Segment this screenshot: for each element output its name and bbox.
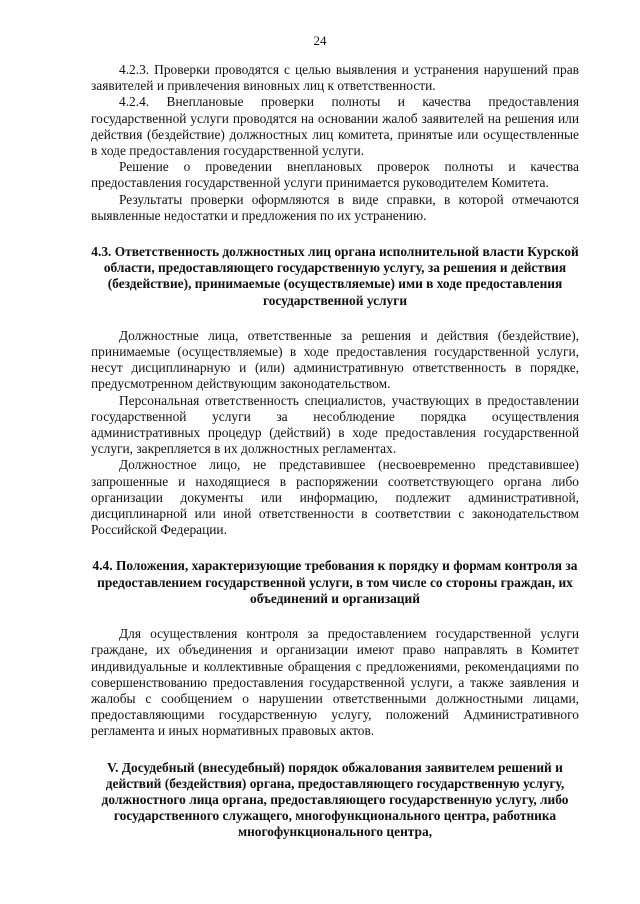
paragraph-4-2-4: 4.2.4. Внеплановые проверки полноты и качества предоставления государственной услуги проводятся на основании жалоб заявителей на решения или действия (бездействие) должностных лиц комитета, принятые или осуществленные в ходе предоставления государственной услуги. [91, 94, 579, 159]
section-4-4 [91, 558, 579, 739]
section-4-3 [91, 244, 579, 538]
paragraph-citizen-control: Для осуществления контроля за предоставлением государственной услуги граждане, их объединения и организации имеют право направлять в Комитет индивидуальные и коллективные обращения с предложениями, рекомендациями по совершенствованию предоставления государственной услуги, а также заявления и жалобы с сообщением о нарушении ответственными должностными лицами, предоставляющими государственную услугу, положений Административного регламента и иных нормативных правовых актов. [91, 626, 579, 739]
paragraph-results: Результаты проверки оформляются в виде справки, в которой отмечаются выявленные недостатки и предложения по их устранению. [91, 191, 579, 223]
section-heading-5: V. Досудебный (внесудебный) порядок обжалования заявителем решений и действий (бездействия) органа, предоставляющего государственную услугу, должностного лица органа, предоставляющего государственную услугу, либо государственного служащего, многофункционального центра, работника многофункционального центра, [101, 759, 569, 840]
section-heading-4-4: 4.4. Положения, характеризующие требования к порядку и формам контроля за предоставлением государственной услуги, в том числе со стороны граждан, их объединений и организаций [92, 558, 578, 606]
spacer [91, 607, 579, 626]
block-4-2-continued [91, 62, 579, 224]
spacer [91, 309, 579, 328]
paragraph-official-documents: Должностное лицо, не представившее (несвоевременно представившее) запрошенные и находящиеся в распоряжении соответствующего органа либо организации документы или информацию, подлежит административной, дисциплинарной или иной ответственности в соответствии с законодательством Российской Федерации. [91, 457, 579, 538]
paragraph-personal-responsibility: Персональная ответственность специалистов, участвующих в предоставлении государственной услуги за несоблюдение порядка осуществления административных процедур (действий) в ходе предоставления государственной услуги, закрепляется в их должностных регламентах. [91, 392, 579, 457]
section-heading-4-3: 4.3. Ответственность должностных лиц органа исполнительной власти Курской области, предоставляющего государственную услугу, за решения и действия (бездействие), принимаемые (осуществляемые) ими в ходе предоставления государственной услуги [91, 244, 579, 308]
paragraph-decision: Решение о проведении внеплановых проверок полноты и качества предоставления государственной услуги принимается руководителем Комитета. [91, 159, 579, 191]
page-number: 24 [313, 33, 327, 48]
paragraph-4-2-3: 4.2.3. Проверки проводятся с целью выявления и устранения нарушений прав заявителей и привлечения виновных лиц к ответственности. [91, 62, 579, 94]
section-5 [91, 760, 579, 841]
paragraph-responsibility: Должностные лица, ответственные за решения и действия (бездействие), принимаемые (осуществляемые) в ходе предоставления государственной услуги, несут дисциплинарную и (или) административную ответственность в порядке, предусмотренном действующим законодательством. [91, 327, 579, 392]
document-body [91, 62, 579, 841]
